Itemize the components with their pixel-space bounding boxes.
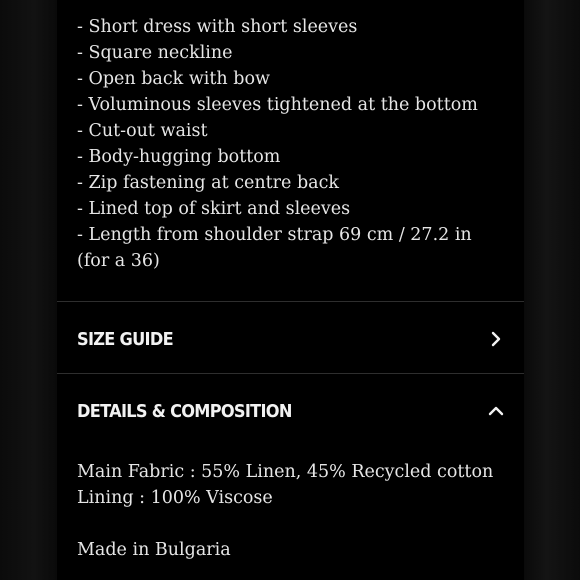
chevron-up-icon	[488, 403, 504, 419]
product-info-panel	[57, 0, 524, 580]
size-guide-toggle[interactable]	[57, 304, 524, 374]
details-composition-title: DETAILS & COMPOSITION	[77, 400, 292, 422]
feature-item: - Voluminous sleeves tightened at the bottom	[77, 95, 478, 115]
feature-item: - Lined top of skirt and sleeves	[77, 199, 351, 219]
main-fabric-text: Main Fabric : 55% Linen, 45% Recycled cotton	[77, 462, 494, 482]
details-composition-content	[77, 459, 507, 563]
divider	[57, 301, 524, 302]
spacer	[77, 511, 507, 537]
feature-item: - Body-hugging bottom	[77, 147, 281, 167]
details-composition-toggle[interactable]	[57, 376, 524, 446]
chevron-right-icon	[488, 331, 504, 347]
feature-item: - Open back with bow	[77, 69, 270, 89]
feature-item: - Short dress with short sleeves	[77, 17, 358, 37]
feature-item: - Zip fastening at centre back	[77, 173, 339, 193]
right-backdrop	[524, 0, 580, 580]
feature-item: - Cut-out waist	[77, 121, 208, 141]
size-guide-title: SIZE GUIDE	[77, 328, 173, 350]
left-backdrop	[0, 0, 57, 580]
product-feature-list	[57, 0, 524, 274]
lining-text: Lining : 100% Viscose	[77, 488, 273, 508]
divider	[57, 373, 524, 374]
origin-text: Made in Bulgaria	[77, 540, 231, 560]
feature-item: - Square neckline	[77, 43, 233, 63]
feature-item: - Length from shoulder strap 69 cm / 27.2 in (for a 36)	[77, 225, 472, 271]
